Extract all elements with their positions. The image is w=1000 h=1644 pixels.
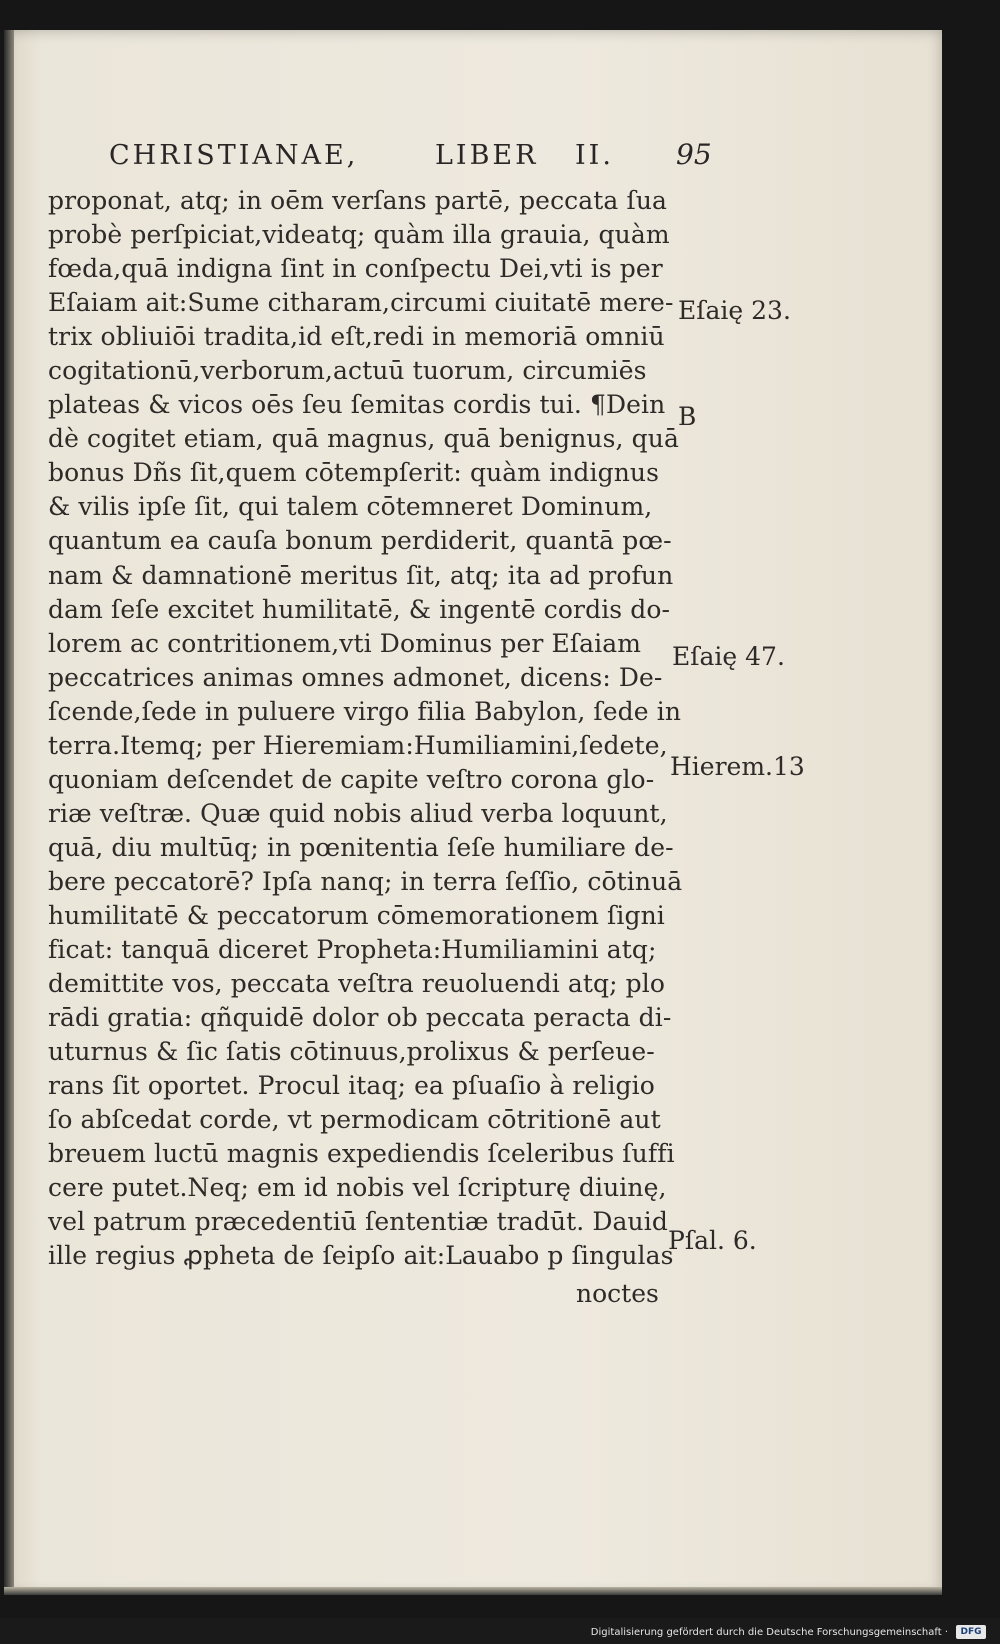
margin-note-hierem: Hierem.13 xyxy=(670,752,805,781)
book-page xyxy=(4,30,942,1595)
text-line: terra.Itemq; per Hieremiam:Humiliamini,ſedete, xyxy=(48,730,668,760)
text-line: probè perſpiciat,videatq; quàm illa grauia, quàm xyxy=(48,220,670,250)
text-line: proponat, atq; in oēm verſans partē, peccata ſua xyxy=(48,186,668,215)
body-text xyxy=(48,184,683,1274)
footer-bar xyxy=(0,1618,1000,1644)
text-line: dè cogitet etiam, quā magnus, quā benignus, quā xyxy=(48,424,679,454)
dfg-logo: DFG xyxy=(956,1625,986,1639)
text-line: riæ veſtræ. Quæ quid nobis aliud verba loquunt, xyxy=(48,798,668,828)
text-line: bere peccatorē? Ipſa nanq; in terra ſeſſio, cōtinuā xyxy=(48,866,683,896)
funding-credit: Digitalisierung gefördert durch die Deutsche Forschungsgemeinschaft · xyxy=(590,1627,948,1638)
text-line: dam ſeſe excitet humilitatē, & ingentē cordis do- xyxy=(48,594,671,624)
text-line: ſo abſcedat corde, vt permodicam cōtritionē aut xyxy=(48,1105,661,1135)
margin-note-psal: Pſal. 6. xyxy=(668,1226,757,1255)
text-line: vel patrum præcedentiū ſententiæ tradūt. Dauid xyxy=(48,1207,668,1237)
page-spine-shadow xyxy=(4,30,14,1595)
page-bottom-edge xyxy=(4,1587,942,1595)
text-line: quoniam deſcendet de capite veſtro corona glo- xyxy=(48,764,655,794)
text-line: ille regius ꝓpheta de ſeipſo ait:Lauabo p ſingulas xyxy=(48,1241,674,1271)
text-line: demittite vos, peccata veſtra reuoluendi atq; plo xyxy=(48,969,666,999)
page-number: 95 xyxy=(676,138,712,171)
text-line: lorem ac contritionem,vti Dominus per Eſaiam xyxy=(48,628,642,658)
running-head-title: CHRISTIANAE, xyxy=(109,140,359,171)
catchword: noctes xyxy=(576,1279,659,1308)
running-head-book-number: II. xyxy=(575,140,614,171)
text-line: cere putet.Neq; em id nobis vel ſcripturę diuinę, xyxy=(48,1173,667,1203)
margin-note-esaie-47: Eſaię 47. xyxy=(672,642,785,671)
text-line: nam & damnationē meritus ſit, atq; ita ad profun xyxy=(48,560,674,590)
text-line: peccatrices animas omnes admonet, dicens: De- xyxy=(48,662,663,692)
running-head-liber: LIBER xyxy=(435,140,539,171)
text-line: Eſaiam ait:Sume citharam,circumi ciuitatē mere- xyxy=(48,288,674,318)
text-line: plateas & vicos oēs ſeu ſemitas cordis tui. ¶Dein xyxy=(48,390,666,420)
text-line: fœda,quā indigna ſint in conſpectu Dei,vti is per xyxy=(48,254,663,284)
text-line: cogitationū,verborum,actuū tuorum, circumiēs xyxy=(48,356,647,386)
text-line: quantum ea cauſa bonum perdiderit, quantā pœ- xyxy=(48,526,672,556)
text-line: breuem luctū magnis expediendis ſceleribus ſuffi xyxy=(48,1139,675,1169)
text-line: trix obliuiōi tradita,id eſt,redi in memoriā omniū xyxy=(48,322,665,352)
margin-note-letter-b: B xyxy=(678,402,697,431)
text-line: quā, diu multūq; in pœnitentia ſeſe humiliare de- xyxy=(48,832,674,862)
text-line: rādi gratia: qñquidē dolor ob peccata peracta di- xyxy=(48,1003,672,1033)
margin-note-esaie-23: Eſaię 23. xyxy=(678,296,791,325)
text-line: ſcende,ſede in puluere virgo filia Babylon, ſede in xyxy=(48,696,682,726)
text-line: & vilis ipſe ſit, qui talem cōtemneret Dominum, xyxy=(48,492,653,522)
text-line: uturnus & ſic ſatis cōtinuus,prolixus & perſeue- xyxy=(48,1037,655,1067)
text-line: rans ſit oportet. Procul itaq; ea pſuaſio à religio xyxy=(48,1071,655,1101)
text-line: bonus Dñs ſit,quem cōtempſerit: quàm indignus xyxy=(48,458,660,488)
text-line: humilitatē & peccatorum cōmemorationem ſigni xyxy=(48,900,665,930)
text-line: ficat: tanquā diceret Propheta:Humiliamini atq; xyxy=(48,935,657,965)
